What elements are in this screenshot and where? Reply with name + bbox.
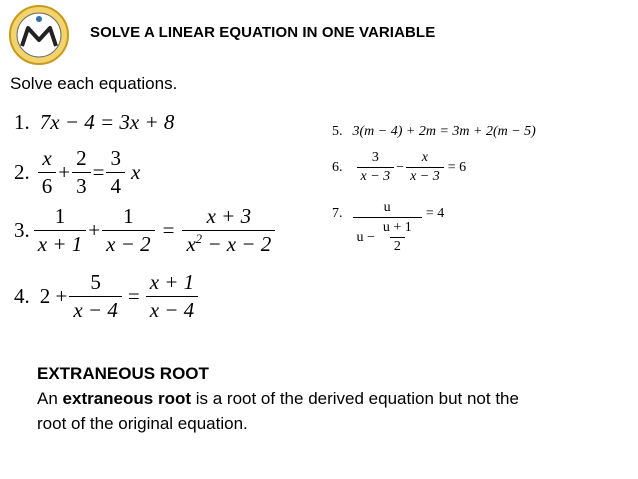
problem-number: 5. <box>332 124 343 139</box>
numerator: 3 <box>371 150 379 165</box>
numerator: 1 <box>54 204 66 228</box>
operator: − <box>396 159 405 175</box>
operator: + <box>88 218 101 242</box>
den-exponent: 2 <box>195 232 203 246</box>
equation: 3(m − 4) + 2m = 3m + 2(m − 5) <box>352 124 536 139</box>
problem-number: 2. <box>14 160 30 184</box>
equals: = <box>162 218 175 242</box>
fraction <box>146 270 199 323</box>
den-lead: u − <box>356 229 375 245</box>
denominator: x − 4 <box>69 296 122 323</box>
problem-2 <box>14 146 140 199</box>
problem-3 <box>14 204 277 257</box>
numerator: x + 3 <box>206 204 252 228</box>
numerator: 3 <box>110 146 121 170</box>
problem-number: 4. <box>14 284 30 308</box>
definition-term: extraneous root <box>62 389 192 408</box>
denominator: x − 4 <box>146 296 199 323</box>
problem-number: 1. <box>14 110 30 134</box>
denominator: 3 <box>72 172 91 199</box>
den-rest: − x − 2 <box>202 232 272 256</box>
problem-6 <box>332 150 466 185</box>
numerator: x + 1 <box>149 270 195 294</box>
equals: = <box>92 160 105 184</box>
complex-fraction <box>353 200 422 255</box>
fraction <box>38 146 57 199</box>
denominator: 2 <box>390 237 405 255</box>
page-title: SOLVE A LINEAR EQUATION IN ONE VARIABLE <box>90 24 436 41</box>
definition-pre: An <box>37 389 63 408</box>
denominator <box>182 230 275 257</box>
definition-line-1 <box>37 389 519 409</box>
problem-number: 6. <box>332 159 343 175</box>
fraction <box>406 150 444 185</box>
equation: 7x − 4 = 3x + 8 <box>39 110 175 134</box>
problem-number: 7. <box>332 206 343 221</box>
denominator: 6 <box>38 172 57 199</box>
denominator: 4 <box>106 172 125 199</box>
denominator: x − 3 <box>357 167 395 185</box>
denominator: x + 1 <box>34 230 87 257</box>
den-base: x <box>186 232 196 256</box>
numerator: 2 <box>76 146 87 170</box>
inner-fraction <box>379 220 416 255</box>
fraction <box>357 150 395 185</box>
numerator: 5 <box>90 270 101 294</box>
numerator: u <box>383 200 391 215</box>
fraction <box>34 204 87 257</box>
fraction <box>182 204 275 257</box>
numerator: x <box>421 150 429 165</box>
numerator: 1 <box>123 204 134 228</box>
denominator <box>353 217 422 255</box>
denominator: x − 3 <box>406 167 444 185</box>
definition-line-2: root of the original equation. <box>37 414 248 433</box>
equals: = <box>127 284 140 308</box>
problem-number: 3. <box>14 218 30 242</box>
numerator: u + 1 <box>382 220 412 235</box>
right-side: = 6 <box>447 159 467 175</box>
instruction-text: Solve each equations. <box>10 74 178 93</box>
variable: x <box>130 160 141 184</box>
fraction <box>102 204 155 257</box>
problem-1 <box>14 110 174 135</box>
fraction <box>72 146 91 199</box>
problem-7 <box>332 200 444 255</box>
problem-5 <box>332 124 536 140</box>
right-side: = 4 <box>425 206 445 221</box>
definition-post: is a root of the derived equation but not the <box>191 389 519 408</box>
section-heading: EXTRANEOUS ROOT <box>37 364 209 383</box>
fraction <box>69 270 122 323</box>
fraction <box>106 146 125 199</box>
problem-4 <box>14 270 200 323</box>
lead-term: 2 + <box>39 284 68 308</box>
operator: + <box>58 160 71 184</box>
denominator: x − 2 <box>102 230 155 257</box>
numerator: x <box>42 146 52 170</box>
school-logo <box>8 4 70 66</box>
